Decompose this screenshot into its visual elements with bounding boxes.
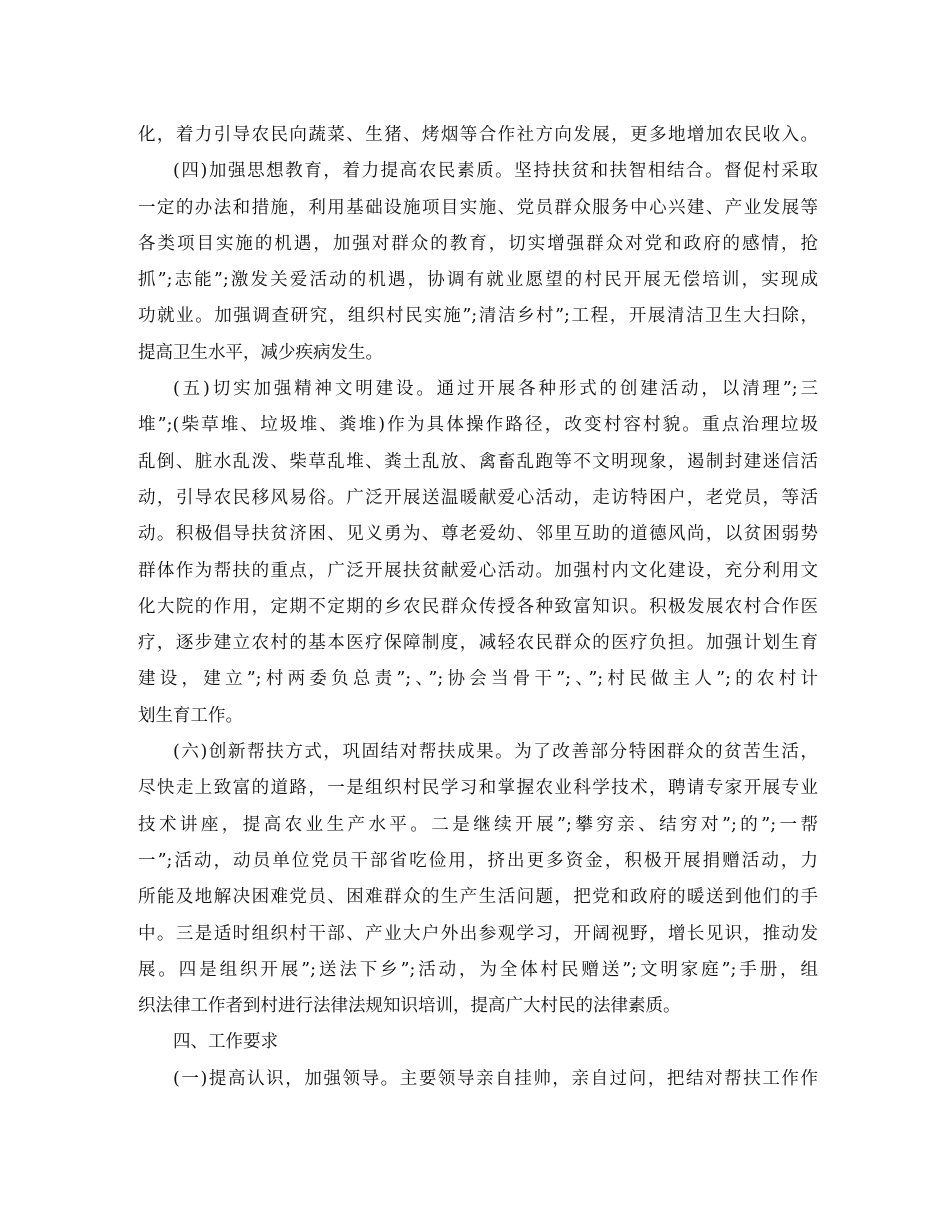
paragraph-first-line: (四)加强思想教育，着力提高农民素质。坚持扶贫和扶智相结合。督促村采取 [173,161,818,182]
text-line: 乱倒、脏水乱泼、柴草乱堆、粪土乱放、禽畜乱跑等不文明现象，遏制封建迷信活 [138,451,818,472]
text-line: 化大院的作用，定期不定期的乡农民群众传授各种致富知识。积极发展农村合作医 [138,596,818,617]
paragraph-first-line: (五)切实加强精神文明建设。通过开展各种形式的创建活动，以清理”;三 [173,379,818,400]
text-line: 动，引导农民移风易俗。广泛开展送温暖献爱心活动，走访特困户，老党员，等活 [138,487,818,508]
document-body [138,117,818,1097]
text-line: 展。四是组织开展”;送法下乡”;活动，为全体村民赠送”;文明家庭”;手册，组 [138,959,818,980]
text-line: 化，着力引导农民向蔬菜、生猪、烤烟等合作社方向发展，更多地增加农民收入。 [138,125,818,145]
text-line: 一”;活动，动员单位党员干部省吃俭用，挤出更多资金，积极开展捐赠活动，力 [138,850,818,871]
text-line: 群体作为帮扶的重点，广泛开展扶贫献爱心活动。加强村内文化建设，充分利用文 [138,560,818,581]
text-line: 所能及地解决困难党员、困难群众的生产生活问题，把党和政府的暖送到他们的手 [138,887,818,908]
paragraph-last-line: 织法律工作者到村进行法律法规知识培训，提高广大村民的法律素质。 [138,996,681,1017]
text-line: 抓”;志能”;激发关爱活动的机遇，协调有就业愿望的村民开展无偿培训，实现成 [138,270,818,291]
text-line: 动。积极倡导扶贫济困、见义勇为、尊老爱幼、邻里互助的道德风尚，以贫困弱势 [138,524,818,545]
paragraph-first-line: (一)提高认识，加强领导。主要领导亲自挂帅，亲自过问，把结对帮扶工作作 [173,1068,818,1089]
paragraph-first-line: (六)创新帮扶方式，巩固结对帮扶成果。为了改善部分特困群众的贫苦生活， [173,742,818,763]
section-heading: 四、工作要求 [173,1032,278,1053]
text-line: 疗，逐步建立农村的基本医疗保障制度，减轻农民群众的医疗负担。加强计划生育 [138,633,818,654]
text-line: 技术讲座，提高农业生产水平。二是继续开展”;攀穷亲、结穷对”;的”;一帮 [138,814,818,835]
paragraph-last-line: 划生育工作。 [138,705,243,726]
text-line: 中。三是适时组织村干部、产业大户外出参观学习，开阔视野，增长见识，推动发 [138,923,818,944]
text-line: 一定的办法和措施，利用基础设施项目实施、党员群众服务中心兴建、产业发展等 [138,197,818,218]
text-line: 堆”;(柴草堆、垃圾堆、粪堆)作为具体操作路径，改变村容村貌。重点治理垃圾 [138,415,818,436]
text-line: 各类项目实施的机遇，加强对群众的教育，切实增强群众对党和政府的感情，抢 [138,233,818,254]
text-line: 建设，建立”;村两委负总责”;、”;协会当骨干”;、”;村民做主人”;的农村计 [138,669,818,690]
text-line: 功就业。加强调查研究，组织村民实施”;清洁乡村”;工程，开展清洁卫生大扫除， [138,306,818,327]
text-line: 尽快走上致富的道路，一是组织村民学习和掌握农业科学技术，聘请专家开展专业 [138,778,818,799]
paragraph-last-line: 提高卫生水平，减少疾病发生。 [138,342,383,363]
